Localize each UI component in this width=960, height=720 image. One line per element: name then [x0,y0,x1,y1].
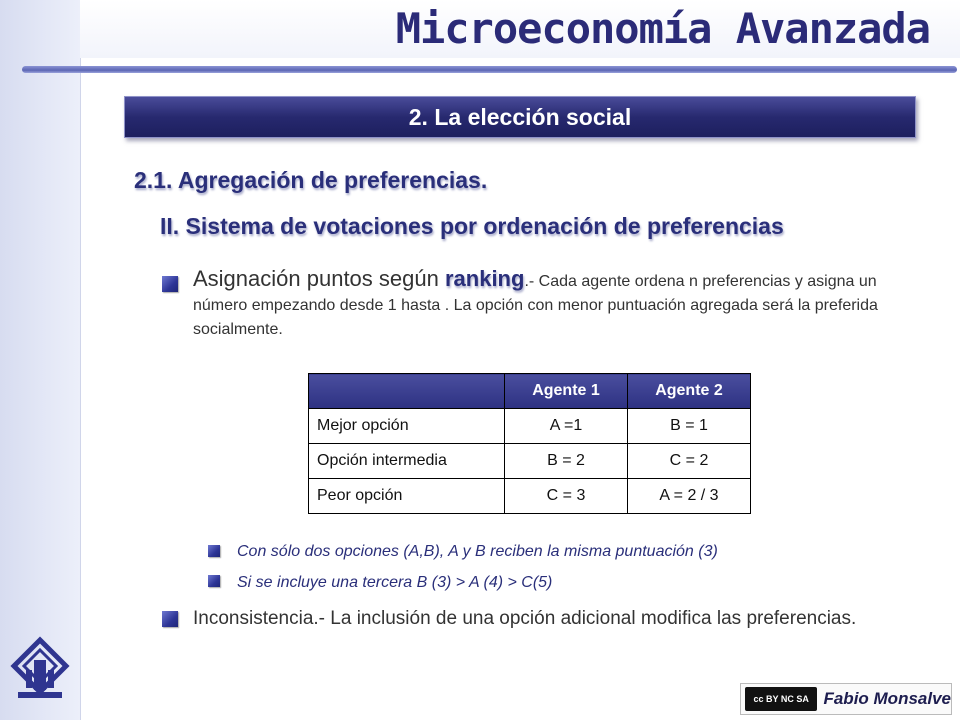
sub-bullet-text: Con sólo dos opciones (A,B), A y B reciben la misma puntuación (3) [237,543,718,560]
table-cell: Opción intermedia [309,444,505,479]
topic-heading: II. Sistema de votaciones por ordenación de preferencias [160,213,784,239]
subsection-heading: 2.1. Agregación de preferencias. [134,167,488,193]
table-row [309,444,751,479]
paragraph-rest: .- Cada agente ordena n preferencias y asigna un número empezando desde 1 hasta . La opción con menor puntuación agregada será la preferida socialmente. [193,273,878,338]
ranking-paragraph [193,267,893,342]
left-sidebar-band [0,0,81,720]
section-title: 2. La elección social [408,103,632,130]
table-row [309,479,751,514]
table-cell: A =1 [505,409,628,444]
inconsistency-paragraph: Inconsistencia.- La inclusión de una opción adicional modifica las preferencias. [193,608,857,629]
paragraph-lead: Asignación puntos según [193,266,445,291]
ranking-table [308,373,751,514]
table-header-row [309,374,751,409]
table-header-cell: Agente 1 [505,374,628,409]
table-cell: Peor opción [309,479,505,514]
university-logo-icon [10,636,70,708]
page-header-title: Microeconomía Avanzada [395,4,930,53]
table-row [309,409,751,444]
table-cell: Mejor opción [309,409,505,444]
ranking-keyword: ranking [444,266,525,291]
square-bullet-icon [162,276,178,292]
table-header-cell: Agente 2 [628,374,751,409]
table-cell: A = 2 / 3 [628,479,751,514]
header-divider-line [22,66,957,73]
square-bullet-icon [162,611,178,627]
square-bullet-icon [208,575,220,587]
table-cell: C = 3 [505,479,628,514]
table-header-cell [309,374,505,409]
table-cell: B = 2 [505,444,628,479]
section-title-bar [124,96,916,138]
license-author-badge [740,683,952,715]
table-cell: B = 1 [628,409,751,444]
creative-commons-icon: cc BY NC SA [745,687,817,711]
sub-bullet-text: Si se incluye una tercera B (3) > A (4) > C(5) [237,574,553,591]
author-name: Fabio Monsalve [823,689,951,708]
square-bullet-icon [208,545,220,557]
table-cell: C = 2 [628,444,751,479]
